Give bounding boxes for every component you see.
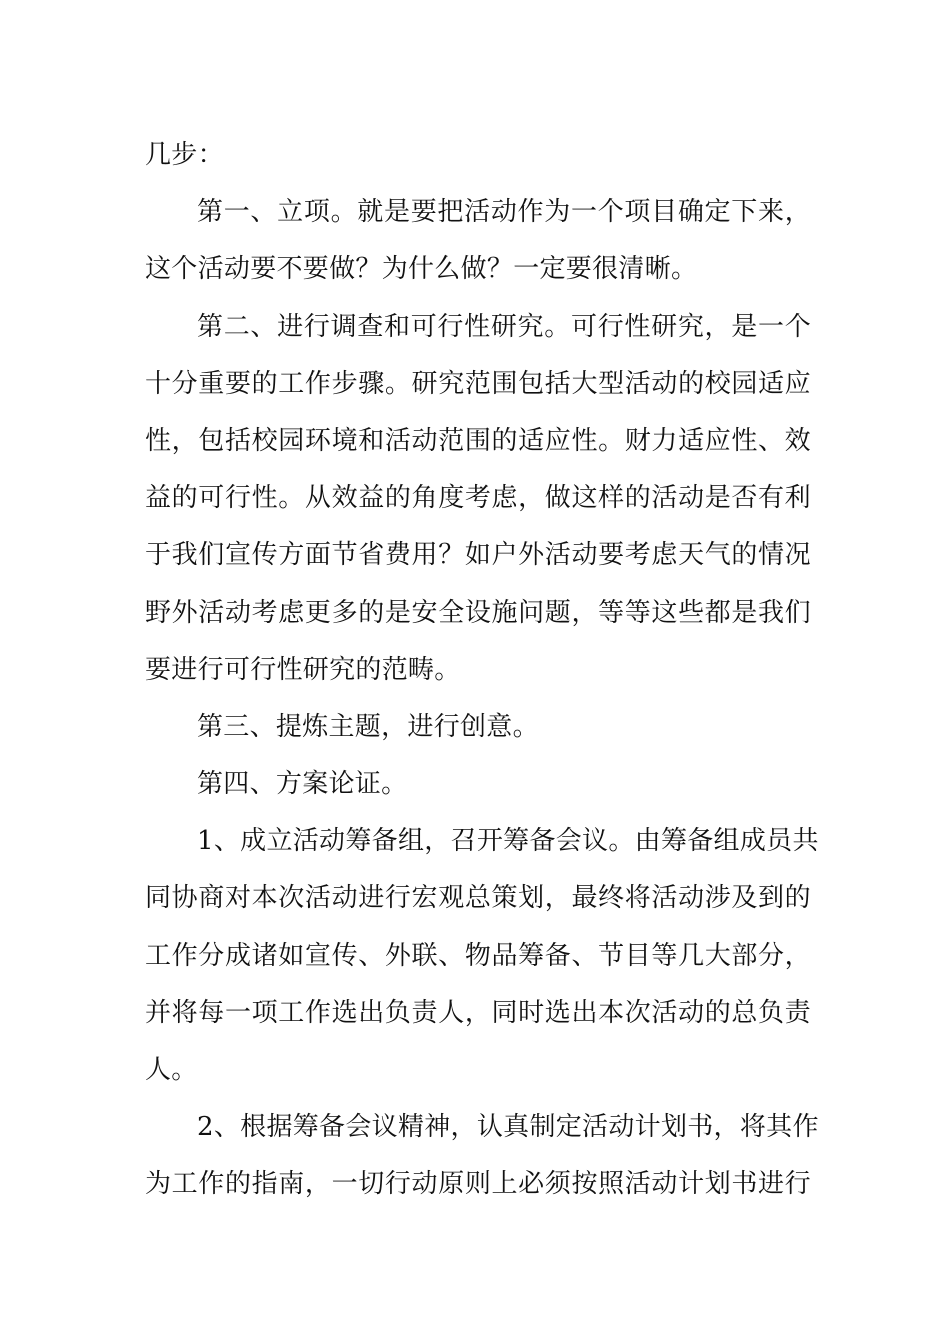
text-line: 第二、进行调查和可行性研究。可行性研究，是一个	[197, 311, 811, 342]
text-line: 第三、提炼主题，进行创意。	[197, 711, 539, 742]
text-line: 1、成立活动筹备组，召开筹备会议。由筹备组成员共	[197, 826, 819, 857]
text-line: 为工作的指南，一切行动原则上必须按照活动计划书进行	[145, 1169, 811, 1200]
text-line: 并将每一项工作选出负责人，同时选出本次活动的总负责	[145, 997, 811, 1028]
text-line: 同协商对本次活动进行宏观总策划，最终将活动涉及到的	[145, 883, 811, 914]
body-text	[145, 127, 819, 1214]
text-line: 工作分成诸如宣传、外联、物品筹备、节目等几大部分，	[145, 940, 811, 971]
text-line: 要进行可行性研究的范畴。	[145, 654, 461, 685]
text-line: 野外活动考虑更多的是安全设施问题，等等这些都是我们	[145, 597, 811, 628]
text-line: 益的可行性。从效益的角度考虑，做这样的活动是否有利	[145, 483, 811, 514]
text-line: 第四、方案论证。	[197, 769, 408, 800]
text-line: 于我们宣传方面节省费用？如户外活动要考虑天气的情况	[145, 540, 811, 571]
text-line: 人。	[145, 1055, 198, 1085]
text-line: 2、根据筹备会议精神，认真制定活动计划书，将其作	[197, 1112, 819, 1143]
text-line: 第一、立项。就是要把活动作为一个项目确定下来，	[197, 197, 811, 228]
text-line: 几步：	[145, 140, 224, 170]
text-line: 这个活动要不要做？为什么做？一定要很清晰。	[145, 254, 698, 285]
text-line: 十分重要的工作步骤。研究范围包括大型活动的校园适应	[145, 368, 811, 399]
text-line: 性，包括校园环境和活动范围的适应性。财力适应性、效	[145, 425, 811, 456]
